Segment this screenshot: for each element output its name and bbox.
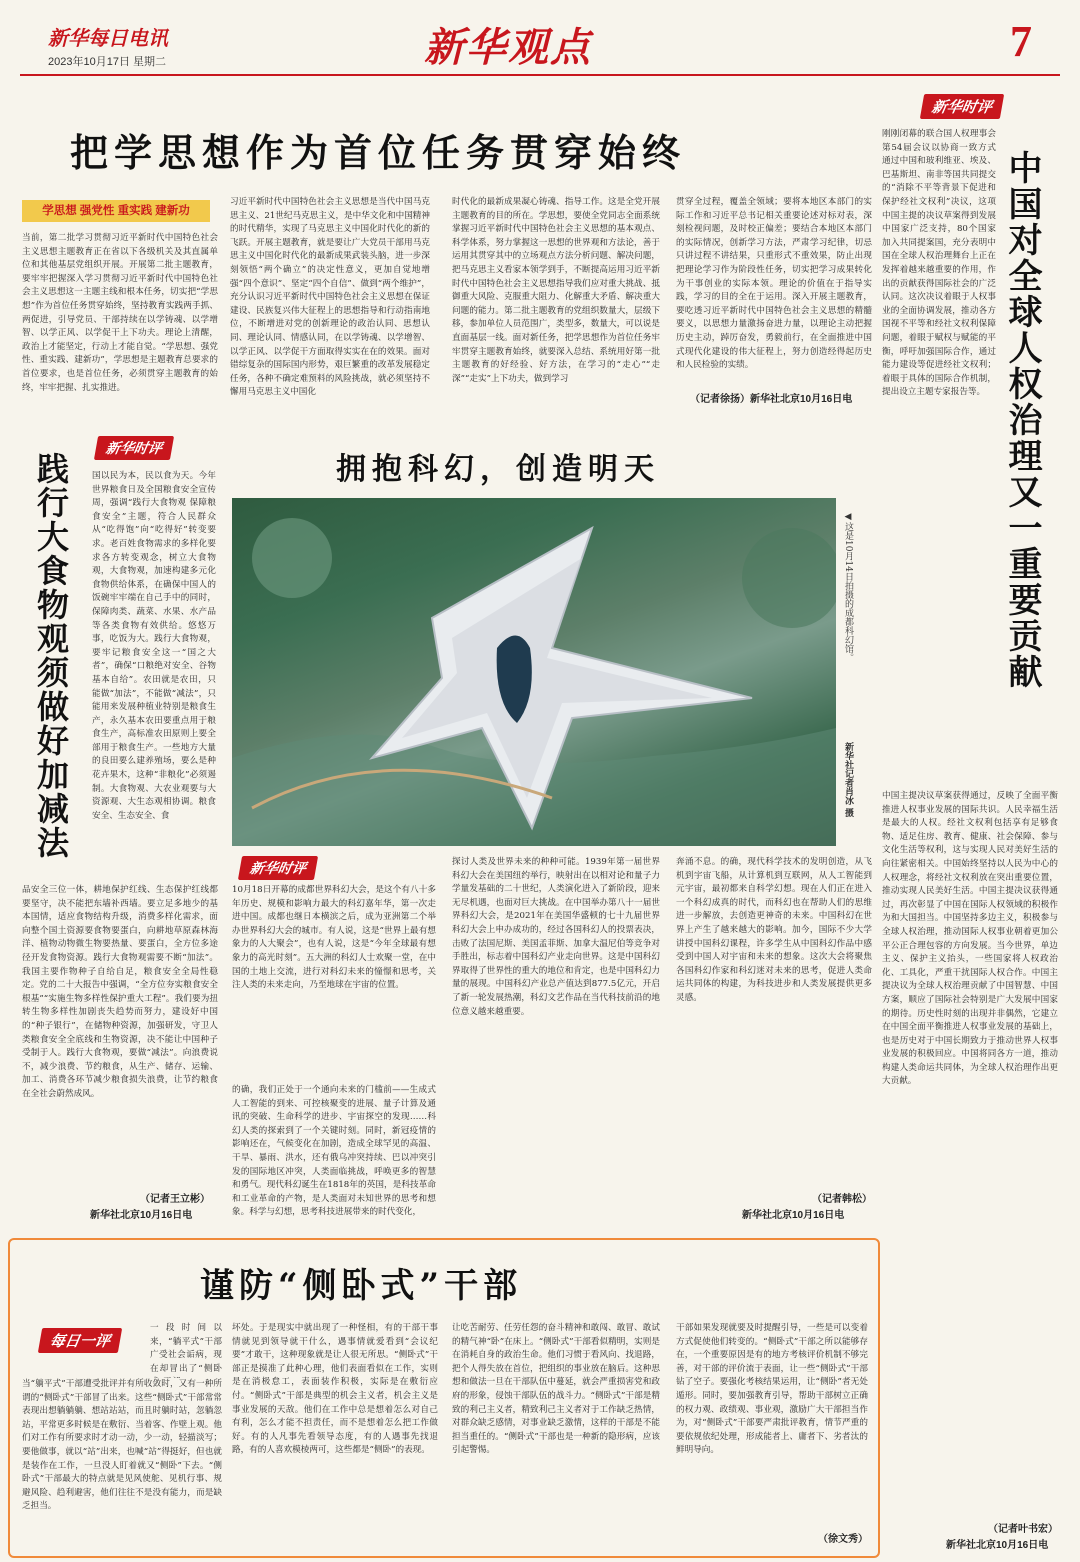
human-rights-byline-reporter: （记者叶书宏） xyxy=(988,1524,1058,1535)
scifi-column-1: 10月18日开幕的成都世界科幻大会，是这个有八十多年历史、规模和影响力最大的科幻嘉年华，第一次走进中国。成都也继日本横滨之后，成为亚洲第二个举办世界科幻大会的城市。有人说，这是“世界上最有想象力的人大聚会”，也有人说，这是“今年全球最有想象力的高光时刻”。五大洲的科幻人士欢聚一堂，在中国的土地上交流，进行对科幻未来的憧憬和思考，关注人类的未来走向，乃至地球在宇宙的位置。 xyxy=(232,885,436,991)
human-rights-tag: 新华时评 xyxy=(920,94,1004,119)
masthead-rule xyxy=(20,74,1060,76)
issue-date: 2023年10月17日 星期二 xyxy=(48,56,166,68)
scifi-headline: 拥抱科幻，创造明天 xyxy=(336,452,660,487)
caution-column-4: 干部如果发现就要及时提醒引导，一些是可以变着方式促使他们转变的。“侧卧式”干部之所以能够存在，一个重要原因是有的地方考核评价机制不够完善，对干部的评价流于表面，让一些“侧卧式”干部钻了空子。要强化考核结果运用，让“侧卧”者无处遁形。同时，要加强教育引导，帮助干部树立正确的权力观、政绩观、事业观，激励广大干部担当作为，对“侧卧式”干部要严肃批评教育，情节严重的要依规依纪处理，形成能者上、庸者下、劣者汰的鲜明导向。 xyxy=(676,1323,868,1456)
caution-byline: （徐文秀） xyxy=(818,1534,868,1545)
photo-credit: 新华社记者肖冰 摄 xyxy=(843,742,853,818)
scifi-byline-dateline: 新华社北京10月16日电 xyxy=(742,1210,845,1221)
museum-illustration xyxy=(232,498,836,846)
lead-column-4: 贯穿全过程，覆盖全领域；要将本地区本部门的实际工作和习近平总书记相关重要论述对标对表，深刻检视问题，及时校正偏差；要结合本地区本部门的实际情况，创新学习方法，严肃学习纪律，切忌只讲过程不讲结果，只重形式不重效果，防止出现把理论学习作为阶段性任务，切实把学习成果转化为干事创业的实际本领。理论的价值在于指导实践，学习的目的全在于运用。深入开展主题教育，要吃透习近平新时代中国特色社会主义思想的精髓要义，以思想力量激扬奋进力量，以理论主动把握历史主动，踔厉奋发，勇毅前行，在全面推进中国式现代化建设的伟大征程上，努力创造经得起历史和人民检验的实绩。 xyxy=(676,197,872,371)
lead-column-2: 习近平新时代中国特色社会主义思想是当代中国马克思主义、21世纪马克思主义，是中华文化和中国精神的时代精华，实现了马克思主义中国化时代化的新的飞跃。开展主题教育，就是要让广大党员干部用马克思主义中国化时代化的最新成果武装头脑，进一步深刻领悟“两个确立”的决定性意义，更加自觉地增强“四个意识”、坚定“四个自信”、做到“两个维护”，充分认识习近平新时代中国特色社会主义思想在保证建设、民族复兴伟大征程上的思想指导和行动指南地位，不断增进对党的创新理论的政治认同、思想认同、理论认同、情感认同，在以学铸魂、以学增智、以学正风、以学促干方面取得实实在在的效果。面对错综复杂的国际国内形势，艰巨繁重的改革发展稳定任务，各种不确定难预料的风险挑战，就必须坚持不懈用马克思主义中国化 xyxy=(230,197,430,398)
caution-headline: 谨防“侧卧式”干部 xyxy=(200,1266,523,1306)
caution-tag: 每日一评 xyxy=(38,1328,122,1353)
caution-column-3: 让吃苦耐劳、任劳任怨的奋斗精神和敢闯、敢冒、敢试的精气神“卧”在床上。“侧卧式”干部看似精明，实则是在消耗自身的政治生命。他们习惯于看风向、找退路，把个人得失放在首位，把组织的事业放在脑后。这种思想和做法一旦在干部队伍中蔓延，就会严重损害党和政府的形象，侵蚀干部队伍的战斗力。“侧卧式”干部是精致的利己主义者，精致利己主义者对于工作缺乏热情，对群众缺乏感情，对事业缺乏激情，这样的干部是不能担当重任的。“侧卧式”干部也是一种新的隐形病，应该引起警惕。 xyxy=(452,1323,660,1456)
human-rights-byline-dateline: 新华社北京10月16日电 xyxy=(946,1540,1049,1551)
lead-headline: 把学思想作为首位任务贯穿始终 xyxy=(70,130,687,175)
page-number: 7 xyxy=(1010,17,1032,66)
food-byline-reporter: （记者王立彬） xyxy=(140,1194,210,1205)
food-column-1: 国以民为本，民以食为天。今年世界粮食日及全国粮食安全宣传周，强调“践行大食物观 保障粮食安全”主题，符合人民群众从“吃得饱”向“吃得好”转变要求。老百姓食物需求的多样化要求各方转变观念，树立大食物观，大食物观，加速构建多元化食物供给体系，在确保中国人的饭碗牢牢端在自己手中的同时，保障肉类、蔬菜、水果、水产品等各类食物有效供给。悠悠万事，吃饭为大。践行大食物观，要牢记粮食安全这一“国之大者”，确保“口粮绝对安全、谷物基本自给”。农田就是农田，只能做“加法”，不能做“减法”，只能用来发展种植业特别是粮食生产，永久基本农田要重点用于粮食生产，高标准农田原则上要全部用于粮食生产。一些地方大量的良田要么建养殖场，要么是种花卉果木，这种“非粮化”必须遏制。大食物观、大农业观要与大资源观、大生态观相协调。粮食安全、生态安全、食 xyxy=(92,471,216,821)
brand-logo: 新华每日电讯 xyxy=(48,26,168,50)
food-byline-dateline: 新华社北京10月16日电 xyxy=(90,1210,193,1221)
scifi-column-4: 奔涌不息。的确，现代科学技术的发明创造，从飞机到宇宙飞船，从计算机到互联网，从人工智能到元宇宙，最初都来自科学幻想。现在人们正在进入一个科幻成真的时代，而科幻也在帮助人们的思维进一步解放，去创造更神奇的未来。中国科幻在世界上产生了越来越大的影响。加今，国际不少大学讲授中国科幻课程，许多学生从中国科幻作品中感受到中国人对宇宙和未来的想象。这次大会将聚焦各国科幻作家和科幻迷对未来的思考，促进人类命运共同体的构建，为科技进步和人类发展提供更多灵感。 xyxy=(676,857,872,1003)
lead-column-1: 当前，第二批学习贯彻习近平新时代中国特色社会主义思想主题教育正在省以下各级机关及其直属单位和其他基层党组织开展。开展第二批主题教育，要牢牢把握深入学习贯彻习近平新时代中国特色社会主义思想这一主题主线和根本任务，切实把“学思想”作为首位任务贯穿始终，坚持教育实践两手抓、两促进，引导党员、干部持续在以学铸魂、以学增智、以学正风、以学促干上下功夫。理论上清醒，政治上才能坚定，行动上才能自觉。“学思想、强党性、重实践、建新功”，学思想是主题教育总要求的首位要求，也是首位任务，必须贯穿主题教育的始终，牢牢把握、扎实推进。 xyxy=(22,233,218,393)
scifi-byline-reporter: （记者韩松） xyxy=(812,1194,872,1205)
scifi-column-2: 的确，我们正处于一个通向未来的门槛前——生成式人工智能的到来、可控核聚变的进展、量子计算及通讯的突破、生命科学的进步、宇宙探空的发现……科幻人类的探索到了一个关键时刻。同时，新冠疫情的影响还在，气候变化在加剧，造成全球罕见的高温、干旱、暴雨、洪水，还有俄乌冲突持续、巴以冲突引发的国际地区冲突，人类面临挑战，呼唤更多的智慧和勇气。现代科幻诞生在1818年的英国，是科技革命和工业革命的产物，是人类面对未知世界的思考和想象。科学与幻想，思考科技进展带来的时代变化， xyxy=(232,1085,436,1218)
lead-byline: （记者徐扬）新华社北京10月16日电 xyxy=(690,394,853,405)
scifi-photo xyxy=(232,498,836,846)
caution-column-2: 坏处。于是现实中就出现了一种怪相，有的干部干事情就见到领导就干什么，遇事情就爱看到“会议纪要”才敢干，这种现象就是让人很无所思。“侧卧式”干部正是摸准了此种心理，他们表面看似在工作，实则是在消极怠工，表面装作积极，实际是在敷衍应付。“侧卧式”干部是典型的机会主义者，机会主义是事业发展的天敌。他们在工作中总是想着怎么对自己有利，怎么才能不担责任，而不是想着怎么把工作做好。有的人凡事先看领导态度，有的人遇事先找退路，有的人喜欢模棱两可，这些都是“侧卧”的表现。 xyxy=(232,1323,438,1456)
caution-intro: 一段时间以来，“躺平式”干部广受社会诟病，现在却冒出了“侧卧 xyxy=(150,1323,222,1374)
human-rights-headline: 中国对全球人权治理又一重要贡献 xyxy=(1002,150,1042,690)
caution-column-1: 当“躺平式”干部遭受批评并有所收敛时，又有一种所谓的“侧卧式”干部冒了出来。这些“侧卧式”干部常常表现出想躺躺躺、想站站站，而且时躺时站，忽躺忽站，平常更多时候是在敷衍、当着客、作壁上观。他们对工作有所要求时才动一动，少一动，轻描淡写；要他做事，就以“站”出来，也喊“站”得挺好，但也就是装作在工作，一旦没人盯着就又“侧卧”下去。“侧卧式”干部最大的特点就是见风使舵、见机行事、规避风险、趋利避害，他们往往不是没有能力，而是缺乏担当。 xyxy=(22,1379,222,1512)
photo-caption: ◀这是10月14日拍摄的成都科幻馆。 xyxy=(843,512,853,662)
food-headline: 践行大食物观须做好加减法 xyxy=(32,452,70,860)
lead-tag-bar xyxy=(22,200,210,222)
scifi-tag: 新华时评 xyxy=(238,856,318,880)
lead-column-3: 时代化的最新成果凝心铸魂、指导工作。这是全党开展主题教育的目的所在。学思想，要使全党同志全面系统掌握习近平新时代中国特色社会主义思想的基本观点、科学体系，努力掌握这一思想的世界观和方法论，善于运用其贯穿其中的立场观点方法分析问题、解决问题，把马克思主义看家本领学到手，不断提高运用习近平新时代中国特色社会主义思想指导我们应对重大挑战、抵御重大风险、克服重大阻力、化解重大矛盾、解决重大问题的能力。第二批主题教育的党组织数量大，层级下移，参加单位人员范围广，类型多，数量大，可以说是直面基层一线。面对新任务，把学思想作为首位任务牢牢贯穿主题教育始终，就要深入总结、系统用好第一批主题教育的好经验、好方法，在学习的“走心”“走深”“走实”上下功夫，做到学习 xyxy=(452,197,660,384)
scifi-column-3: 探讨人类及世界未来的种种可能。1939年第一届世界科幻大会在美国纽约举行，映射出在以相对论和量子力学量发基础的二十世纪，人类演化进入了新阶段，迎来无尽机遇，也面对巨大挑战。在中国举办第八十一届世界科幻大会，是2021年在美国华盛顿的七十九届世界科幻大会上申办成功的，经过各国科幻人的投票表决，击败了法国尼斯、美国孟菲斯、加拿大温尼伯等竞争对手胜出，标志着中国科幻产业走向世界。这是中国科幻界取得了世界性的重大的地位和肯定，也是中国科幻力量的展现。中国科幻产业总产值达到877.5亿元，开启了新一轮发展热潮，科幻文艺作品在当代科技前沿的地位意义越来越重要。 xyxy=(452,857,660,1017)
human-rights-column-2: 中国主提决议草案获得通过，反映了全面平衡推进人权事业发展的国际共识。人民幸福生活是最大的人权。经社文权利包括享有足够食物、适足住房、教育、健康、社会保障、参与文化生活等权利，这与实现人民对美好生活的向往紧密相关。中国始终坚持以人民为中心的人权理念，将经社文权利放在突出重要位置，推动实现人民美好生活。中国主提决议获得通过，再次彰显了中国在国际人权领域的积极作为和大国担当。中国坚持多边主义，积极参与全球人权治理，推动国际人权事业朝着更加公平公正合理包容的方向发展。当今世界，单边主义、保护主义抬头，一些国家将人权政治化、工具化，严重干扰国际人权合作。中国主提决议为全球人权治理贡献了中国智慧、中国方案，顺应了国际社会特别是广大发展中国家的期待。历史性时刻的出现并非偶然，它建立在中国全面平衡推进人权事业发展的基础上，也是历史对于中国长期致力于推动世界人权事业发展的积极回应。中国将同各方一道，推动构建人类命运共同体，为全球人权治理作出更大贡献。 xyxy=(882,791,1058,1087)
lead-tag: 学思想 强党性 重实践 建新功 xyxy=(42,205,190,217)
section-title: 新华观点 xyxy=(424,24,592,71)
masthead-left xyxy=(48,22,168,69)
human-rights-column-1: 刚刚闭幕的联合国人权理事会第54届会议以协商一致方式通过中国和玻利维亚、埃及、巴基斯坦、南非等国共同提交的“消除不平等背景下促进和保护经社文权利”决议，这项中国主提的决议草案得到发展中国家广泛支持，80个国家加入共同提案国，充分表明中国在全球人权治理舞台上正在发挥着越来越重要的作用，作出的贡献获得国际社会的广泛认同。这次决议着眼于人权事业的全面协调发展，推动各方国视不平等和经社文权利保障问题，着眼于赋权与赋能的平衡，呼吁加强国际合作，通过能力建设等促进经社文权利；着眼于具体的国际合作机制，提出设立主题专家报告等。 xyxy=(882,129,996,398)
food-tag: 新华时评 xyxy=(94,436,174,460)
food-column-2: 品安全三位一体，耕地保护红线、生态保护红线都要坚守，决不能把东墙补西墙。要立足多地少的基本国情，适应食物结构升级，消费多样化需求，面向整个国土资源要食物要蛋白，向耕地草原森林海洋、植物动物微生物要热量、要蛋白，全方位多途径开发食物资源。践行大食物观需要不断“加法”。我国主要作物种子自给自足，粮食安全全局性稳定。党的二十大报告中强调，“全方位夯实粮食安全根基”“实施生物多样性保护重大工程”。我们要为扭转生物多样性加剧丧失趋势而努力，建设好中国的“种子银行”，在储物种资源，加强研发，守卫人类粮食安全全底线和生物资源，决不能让中国种子受制于人。践行大食物观，要做“减法”。向浪费说不，减少浪费、节约粮食，从生产、储存、运输、加工、消费各环节减少粮食损失浪费，让节约粮食在全社会蔚然成风。 xyxy=(22,885,218,1099)
